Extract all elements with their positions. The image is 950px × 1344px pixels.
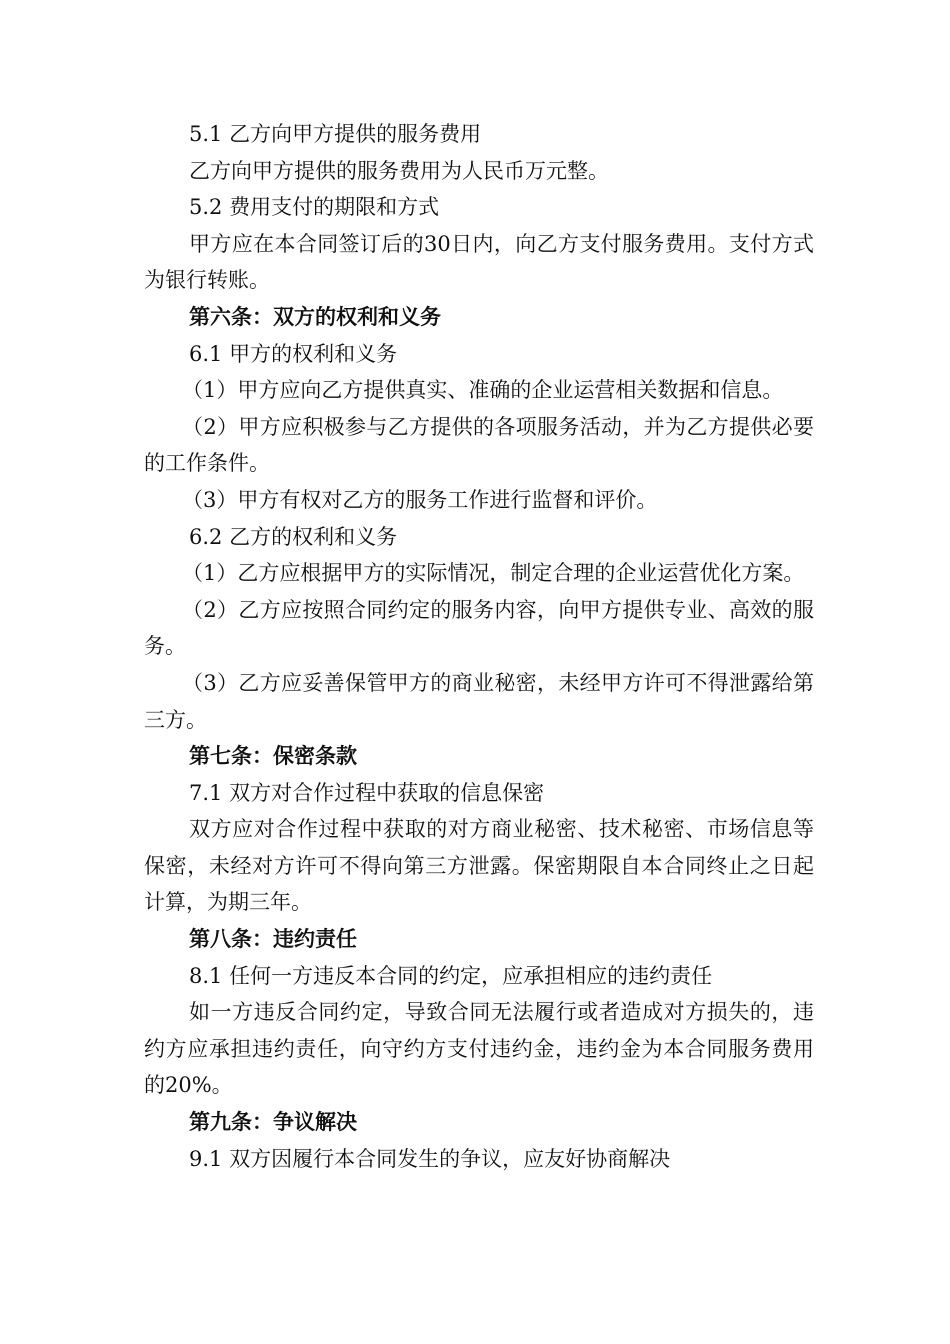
clause-6-2-item-1: （1）乙方应根据甲方的实际情况，制定合理的企业运营优化方案。 — [182, 561, 805, 586]
article-8-heading: 第八条：违约责任 — [189, 927, 357, 952]
article-7-heading: 第七条：保密条款 — [189, 744, 357, 769]
clause-7-1-title: 7.1 双方对合作过程中获取的信息保密 — [189, 780, 545, 805]
clause-5-2-title: 5.2 费用支付的期限和方式 — [189, 195, 440, 220]
clause-6-1-title: 6.1 甲方的权利和义务 — [189, 341, 398, 366]
article-9-heading: 第九条：争议解决 — [189, 1110, 357, 1135]
article-6-heading: 第六条：双方的权利和义务 — [189, 304, 441, 329]
clause-6-2-item-2: （2）乙方应按照合同约定的服务内容，向甲方提供专业、高效的服务。 — [144, 597, 814, 659]
clause-8-1-text: 如一方违反合同约定，导致合同无法履行或者造成对方损失的，违约方应承担违约责任，向守约方支付违约金，违约金为本合同服务费用的20%。 — [144, 1000, 814, 1098]
contract-body — [144, 116, 814, 1177]
clause-6-2-item-3: （3）乙方应妥善保管甲方的商业秘密，未经甲方许可不得泄露给第三方。 — [144, 670, 814, 732]
clause-6-1-item-1: （1）甲方应向乙方提供真实、准确的企业运营相关数据和信息。 — [182, 378, 784, 403]
clause-8-1-title: 8.1 任何一方违反本合同的约定，应承担相应的违约责任 — [189, 963, 713, 988]
clause-5-1-text: 乙方向甲方提供的服务费用为人民币万元整。 — [189, 158, 609, 183]
clause-7-1-text: 双方应对合作过程中获取的对方商业秘密、技术秘密、市场信息等保密，未经对方许可不得向第三方泄露。保密期限自本合同终止之日起计算，为期三年。 — [144, 817, 814, 915]
clause-5-1-title: 5.1 乙方向甲方提供的服务费用 — [189, 122, 482, 146]
clause-9-1-title: 9.1 双方因履行本合同发生的争议，应友好协商解决 — [189, 1146, 671, 1171]
clause-6-1-item-3: （3）甲方有权对乙方的服务工作进行监督和评价。 — [182, 487, 658, 512]
clause-6-1-item-2: （2）甲方应积极参与乙方提供的各项服务活动，并为乙方提供必要的工作条件。 — [144, 414, 814, 476]
clause-6-2-title: 6.2 乙方的权利和义务 — [189, 524, 398, 549]
clause-5-2-text: 甲方应在本合同签订后的30日内，向乙方支付服务费用。支付方式为银行转账。 — [144, 231, 814, 293]
